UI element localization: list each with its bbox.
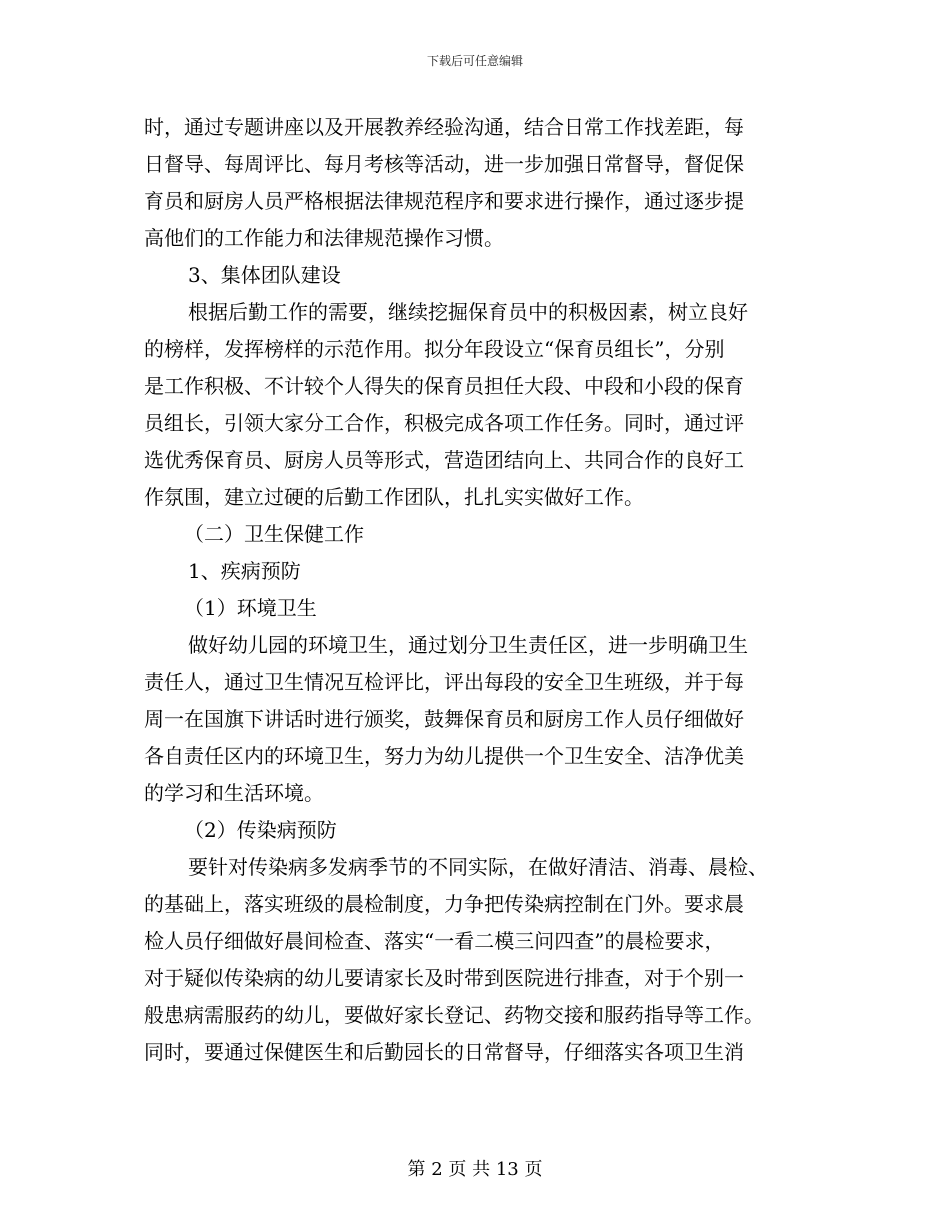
text-line: 对于疑似传染病的幼儿要请家长及时带到医院进行排查，对于个别一 (144, 966, 744, 990)
text-line: 的榜样，发挥榜样的示范作用。拟分年段设立“保育员组长”，分别 (144, 337, 725, 361)
subsection-heading: 1、疾病预防 (188, 559, 301, 583)
text-line: 同时，要通过保健医生和后勤园长的日常督导，仔细落实各项卫生消 (144, 1040, 744, 1064)
text-line: 员组长，引领大家分工合作，积极完成各项工作任务。同时，通过评 (144, 411, 744, 435)
text-line: 做好幼儿园的环境卫生，通过划分卫生责任区，进一步明确卫生 (188, 633, 748, 657)
text-line: 日督导、每周评比、每月考核等活动，进一步加强日常督导，督促保 (144, 152, 744, 176)
text-line: 的基础上，落实班级的晨检制度，力争把传染病控制在门外。要求晨 (144, 892, 744, 916)
text-line: 育员和厨房人员严格根据法律规范程序和要求进行操作，通过逐步提 (144, 189, 744, 213)
text-line: 根据后勤工作的需要，继续挖掘保育员中的积极因素，树立良好 (188, 300, 748, 324)
text-line: 各自责任区内的环境卫生，努力为幼儿提供一个卫生安全、洁净优美 (144, 744, 744, 768)
text-line: 要针对传染病多发病季节的不同实际，在做好清洁、消毒、晨检、 (188, 855, 768, 879)
text-line: 作氛围，建立过硬的后勤工作团队，扎扎实实做好工作。 (144, 485, 644, 509)
text-line: 的学习和生活环境。 (144, 781, 324, 805)
text-line: 3、集体团队建设 (188, 263, 341, 287)
text-line: 周一在国旗下讲话时进行颁奖，鼓舞保育员和厨房工作人员仔细做好 (144, 707, 744, 731)
text-line: 检人员仔细做好晨间检查、落实“一看二模三问四查”的晨检要求， (144, 929, 725, 953)
text-line: 责任人，通过卫生情况互检评比，评出每段的安全卫生班级，并于每 (144, 670, 744, 694)
text-line: 选优秀保育员、厨房人员等形式，营造团结向上、共同合作的良好工 (144, 448, 744, 472)
subsection-heading: （1）环境卫生 (184, 596, 317, 620)
page-number: 第 2 页 共 13 页 (407, 1159, 543, 1180)
text-line: 高他们的工作能力和法律规范操作习惯。 (144, 226, 504, 250)
text-line: 时，通过专题讲座以及开展教养经验沟通，结合日常工作找差距，每 (144, 115, 744, 139)
subsection-heading: （2）传染病预防 (184, 818, 337, 842)
section-heading: （二）卫生保健工作 (184, 522, 364, 546)
text-line: 般患病需服药的幼儿，要做好家长登记、药物交接和服药指导等工作。 (144, 1003, 764, 1027)
page-header: 下载后可任意编辑 (426, 54, 523, 68)
text-line: 是工作积极、不计较个人得失的保育员担任大段、中段和小段的保育 (144, 374, 744, 398)
